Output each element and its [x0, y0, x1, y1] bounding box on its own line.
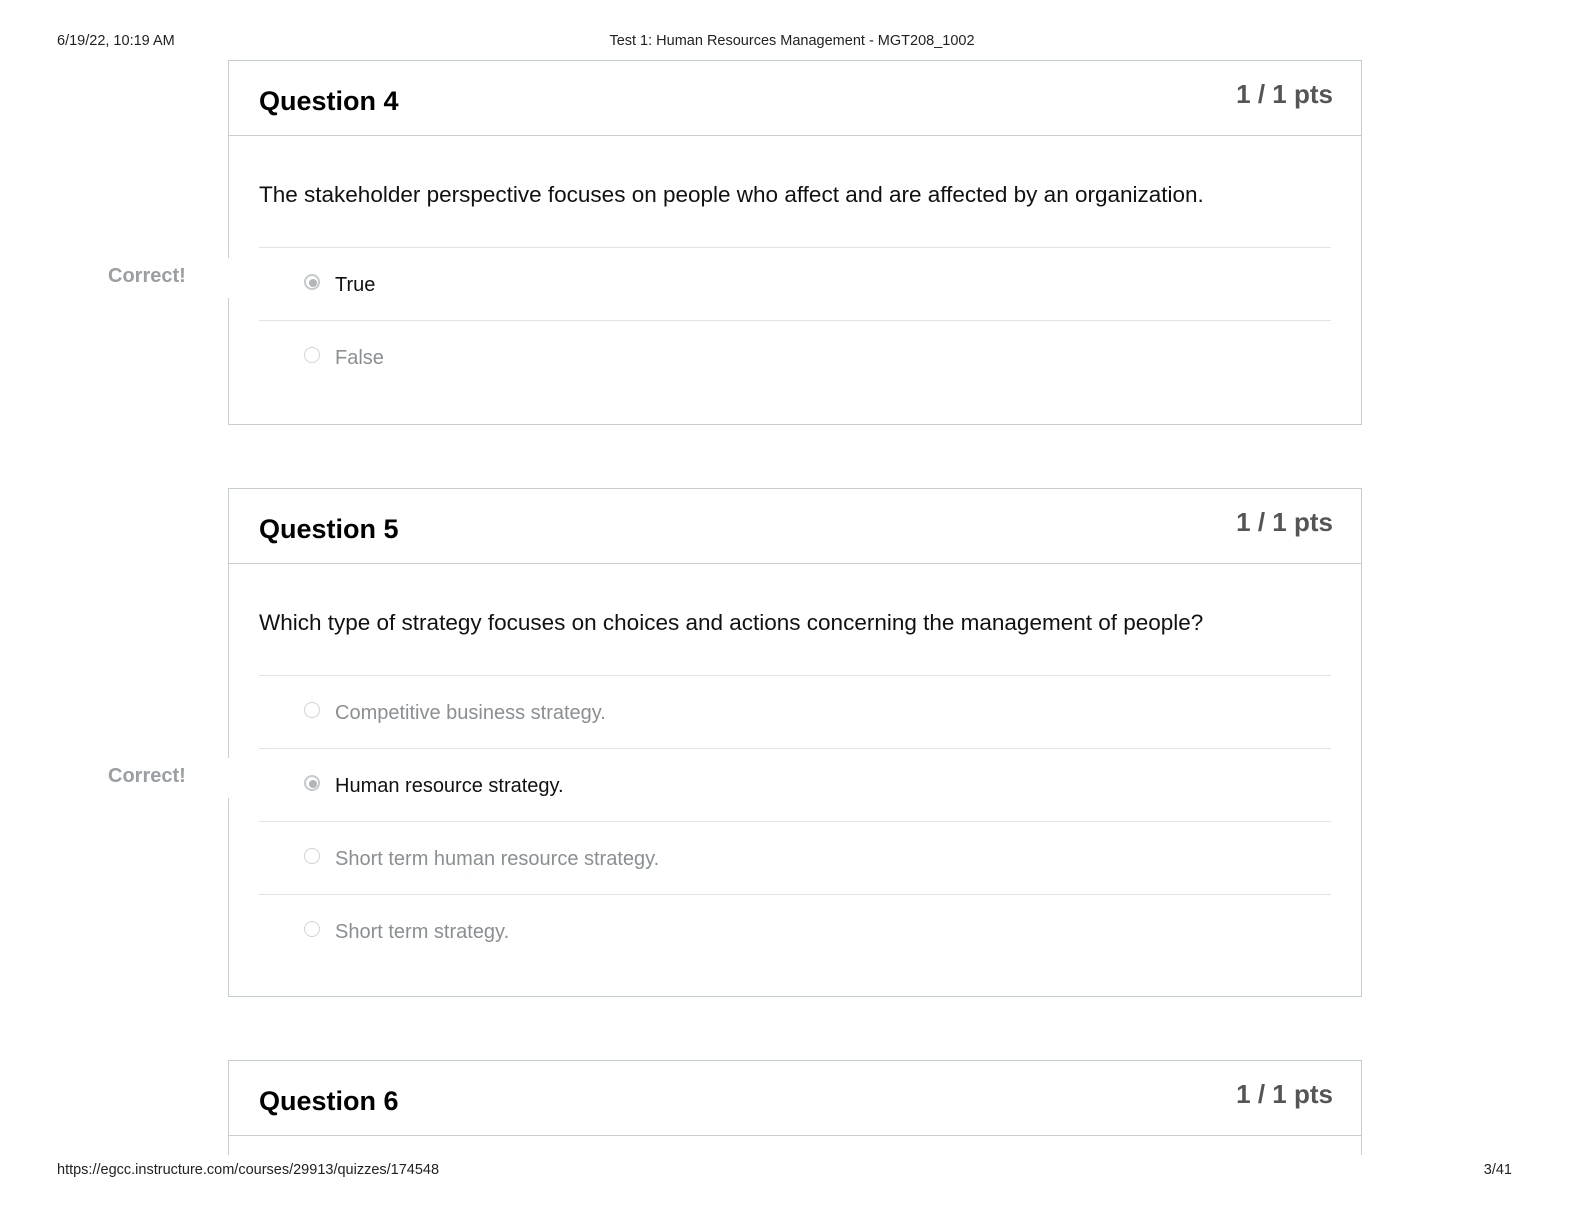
- question-card: [228, 1060, 1362, 1155]
- answer-option[interactable]: [259, 749, 1331, 822]
- question-header: [229, 61, 1361, 136]
- question-header: [229, 1061, 1361, 1136]
- answer-option[interactable]: [259, 321, 1331, 421]
- answer-option[interactable]: [259, 248, 1331, 321]
- question-body: [229, 136, 1361, 421]
- radio-checked-icon[interactable]: [304, 775, 320, 791]
- print-date: 6/19/22, 10:19 AM: [57, 33, 175, 49]
- question-card: [228, 488, 1362, 997]
- radio-icon[interactable]: [304, 347, 320, 363]
- correct-notch: [222, 758, 230, 798]
- radio-icon[interactable]: [304, 702, 320, 718]
- print-page-number: 3/41: [1483, 1162, 1512, 1178]
- question-card: [228, 60, 1362, 425]
- answer-label: False: [335, 347, 384, 369]
- question-text: The stakeholder perspective focuses on people who affect and are affected by an organization.: [259, 136, 1331, 248]
- question-points: 1 / 1 pts: [1236, 79, 1333, 109]
- question-points: 1 / 1 pts: [1236, 507, 1333, 537]
- correct-flag: Correct!: [108, 765, 186, 787]
- answer-label: Short term strategy.: [335, 921, 510, 943]
- radio-icon[interactable]: [304, 921, 320, 937]
- answer-label: Short term human resource strategy.: [335, 848, 660, 870]
- question-title: Question 5: [259, 514, 399, 544]
- question-points: 1 / 1 pts: [1236, 1079, 1333, 1109]
- answer-option[interactable]: [259, 676, 1331, 749]
- question-text: Which type of strategy focuses on choices and actions concerning the management of people?: [259, 564, 1331, 676]
- answer-label: Human resource strategy.: [335, 775, 564, 797]
- answer-option[interactable]: [259, 895, 1331, 995]
- radio-icon[interactable]: [304, 848, 320, 864]
- answer-label: True: [335, 274, 376, 296]
- question-body: [229, 564, 1361, 995]
- question-title: Question 4: [259, 86, 399, 116]
- answer-option[interactable]: [259, 822, 1331, 895]
- radio-checked-icon[interactable]: [304, 274, 320, 290]
- question-title: Question 6: [259, 1086, 399, 1116]
- correct-flag: Correct!: [108, 265, 186, 287]
- print-title: Test 1: Human Resources Management - MGT208_1002: [609, 33, 975, 49]
- print-footer-url: https://egcc.instructure.com/courses/29913/quizzes/174548: [57, 1162, 440, 1178]
- correct-notch: [222, 258, 230, 298]
- answer-label: Competitive business strategy.: [335, 702, 606, 724]
- question-header: [229, 489, 1361, 564]
